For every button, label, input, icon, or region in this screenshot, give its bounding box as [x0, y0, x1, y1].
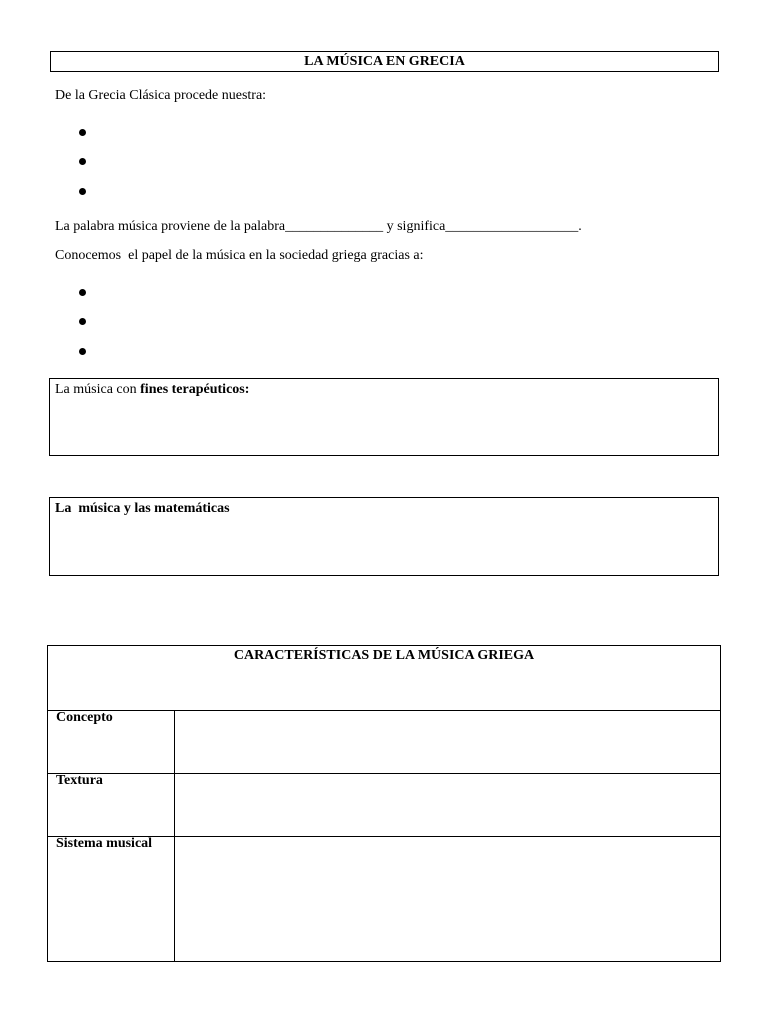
- concepto-answer-cell[interactable]: [175, 711, 720, 773]
- bullet-point: [79, 318, 86, 325]
- table-title: CARACTERÍSTICAS DE LA MÚSICA GRIEGA: [233, 648, 535, 663]
- intro-text: De la Grecia Clásica procede nuestra:: [55, 88, 267, 103]
- characteristics-table: [47, 645, 721, 962]
- matematicas-box[interactable]: [49, 497, 719, 576]
- terapeuticos-label: La música con fines terapéuticos:: [55, 382, 250, 397]
- bullet-point: [79, 158, 86, 165]
- row-label-textura: Textura: [56, 773, 103, 788]
- bullet-point: [79, 289, 86, 296]
- conocemos-question: Conocemos el papel de la música en la sociedad griega gracias a:: [55, 248, 424, 263]
- bullet-point: [79, 129, 86, 136]
- textura-answer-cell[interactable]: [175, 774, 720, 836]
- bullet-point: [79, 348, 86, 355]
- terapeuticos-box[interactable]: [49, 378, 719, 456]
- row-label-concepto: Concepto: [56, 710, 113, 725]
- sistema-musical-answer-cell[interactable]: [175, 837, 720, 961]
- bullet-point: [79, 188, 86, 195]
- row-label-sistema-musical: Sistema musical: [56, 836, 153, 851]
- palabra-question: La palabra música proviene de la palabra______________ y significa___________________.: [55, 219, 582, 234]
- page-title: LA MÚSICA EN GRECIA: [50, 51, 719, 72]
- matematicas-label: La música y las matemáticas: [55, 501, 230, 516]
